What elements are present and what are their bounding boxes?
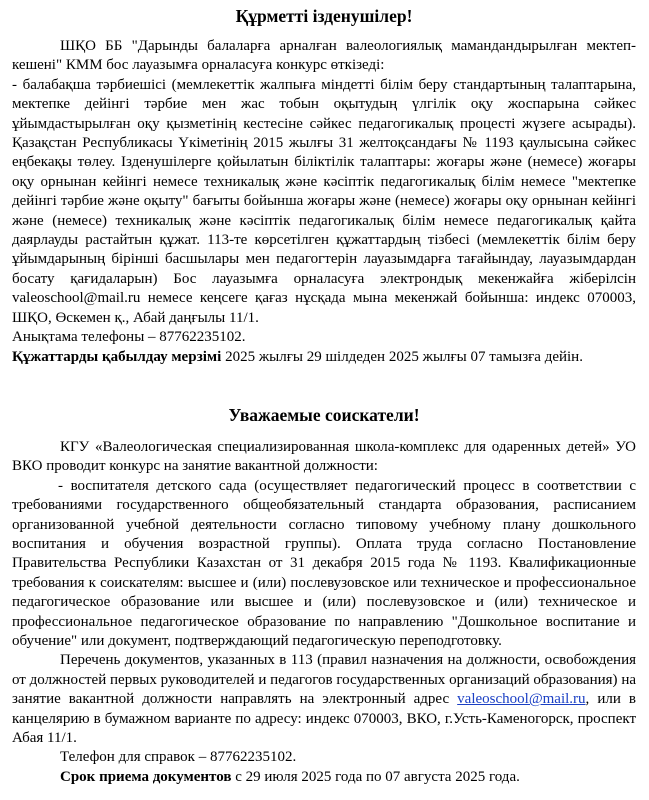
kazakh-phone: Анықтама телефоны – 87762235102. (12, 329, 246, 346)
russian-intro: КГУ «Валеологическая специализированная школа-комплекс для одаренных детей» УО ВКО проводит конкурс на занятие вакантной должности: (12, 438, 636, 475)
kazakh-position-details: - балабақша тәрбиешісі (мемлекеттік жалпыға міндетті білім беру стандартының талаптарына, мектепке дейінгі тәрбие мен жас тобын оқытудың үлгілік оқу жоспарына сәйкес ұйымдастырылған оқу қызметінің кестесіне сәйкес педагогикалық процесті жүзеге асырады). Қазақстан Республикасы Үкіметінің 2015 жылғы 31 желтоқсандағы № 1193 қаулысына сәйкес еңбекақы төлеу. Ізденушілерге қойылатын біліктілік талаптары: жоғары және (немесе) жоғары оқу орнынан кейінгі немесе техникалық және кәсіптік педагогикалық білім немесе "мектепке дейінгі тәрбие және оқыту" бағыты бойынша жоғары және (немесе) жоғары оқу орнынан кейінгі және (немесе) техникалық және кәсіптік педагогикалық білім немесе педагогикалық қайта даярлауды растайтын құжат. 113-те көрсетілген құжаттардың тізбесі (мемлекеттік білім беру ұйымдарының бірінші басшылары мен педагогтерін лауазымдарға тағайындау, лауазымдардан босату қағидаларын) Бос лауазымға орналасуға электрондық мекенжайға жіберілсін valeoschool@mail.ru немесе кеңсеге қағаз нұсқада мына мекенжай бойынша: индекс 070003, ШҚО, Өскемен қ., Абай даңғылы 11/1. (12, 76, 636, 326)
email-link[interactable]: valeoschool@mail.ru (457, 691, 586, 708)
russian-position-details: - воспитателя детского сада (осуществляет педагогический процесс в соответствии с требованиями государственного общеобязательный стандарта образования, расписанием организованной учебной деятельности согласно типовому учебному плану дошкольного воспитания и обучения возрастной группы). Оплата труда согласно Постановление Правительства Республики Казахстан от 31 декабря 2015 года № 1193. Квалификационные требования к соискателям: высшее и (или) послевузовское или техническое и профессиональное педагогическое образование или высшее и (или) послевузовское и (или) техническое и профессиональное педагогическое образование по направлению "Дошкольное воспитание и обучение" или документ, подтверждающий педагогическую переподготовку. (12, 477, 636, 649)
kazakh-intro: ШҚО ББ "Дарынды балаларға арналған валеологиялық мамандандырылған мектеп-кешені" КММ бос лауазымға орналасуға конкурс өткізеді: (12, 38, 636, 74)
russian-deadline-label: Срок приема документов (60, 768, 232, 785)
kazakh-deadline-text: 2025 жылғы 29 шілдеден 2025 жылғы 07 тамызға дейін. (221, 348, 583, 365)
russian-documents (12, 651, 636, 748)
kazakh-announcement (12, 5, 636, 367)
russian-phone: Телефон для справок – 87762235102. (60, 749, 297, 766)
russian-address-text: , или в канцелярию в бумажном варианте по адресу: индекс 070003, ВКО, г.Усть-Каменогорск, проспект Абая 11/1. (12, 691, 637, 746)
kazakh-deadline (12, 348, 636, 367)
russian-announcement (12, 404, 636, 787)
kazakh-title: Құрметті ізденушілер! (235, 6, 413, 26)
russian-documents-text: Перечень документов, указанных в 113 (правил назначения на должности, освобождения от должностей первых руководителей и педагогов государственных организаций образования) на занятие вакантной должности направлять на электронный адрес (12, 652, 636, 708)
section-gap (12, 367, 636, 404)
russian-title: Уважаемые соискатели! (228, 404, 420, 425)
announcement-page (12, 0, 636, 787)
kazakh-deadline-label: Құжаттарды қабылдау мерзімі (12, 348, 222, 365)
russian-deadline-text: с 29 июля 2025 года по 07 августа 2025 года. (231, 768, 520, 785)
russian-deadline (12, 768, 636, 787)
